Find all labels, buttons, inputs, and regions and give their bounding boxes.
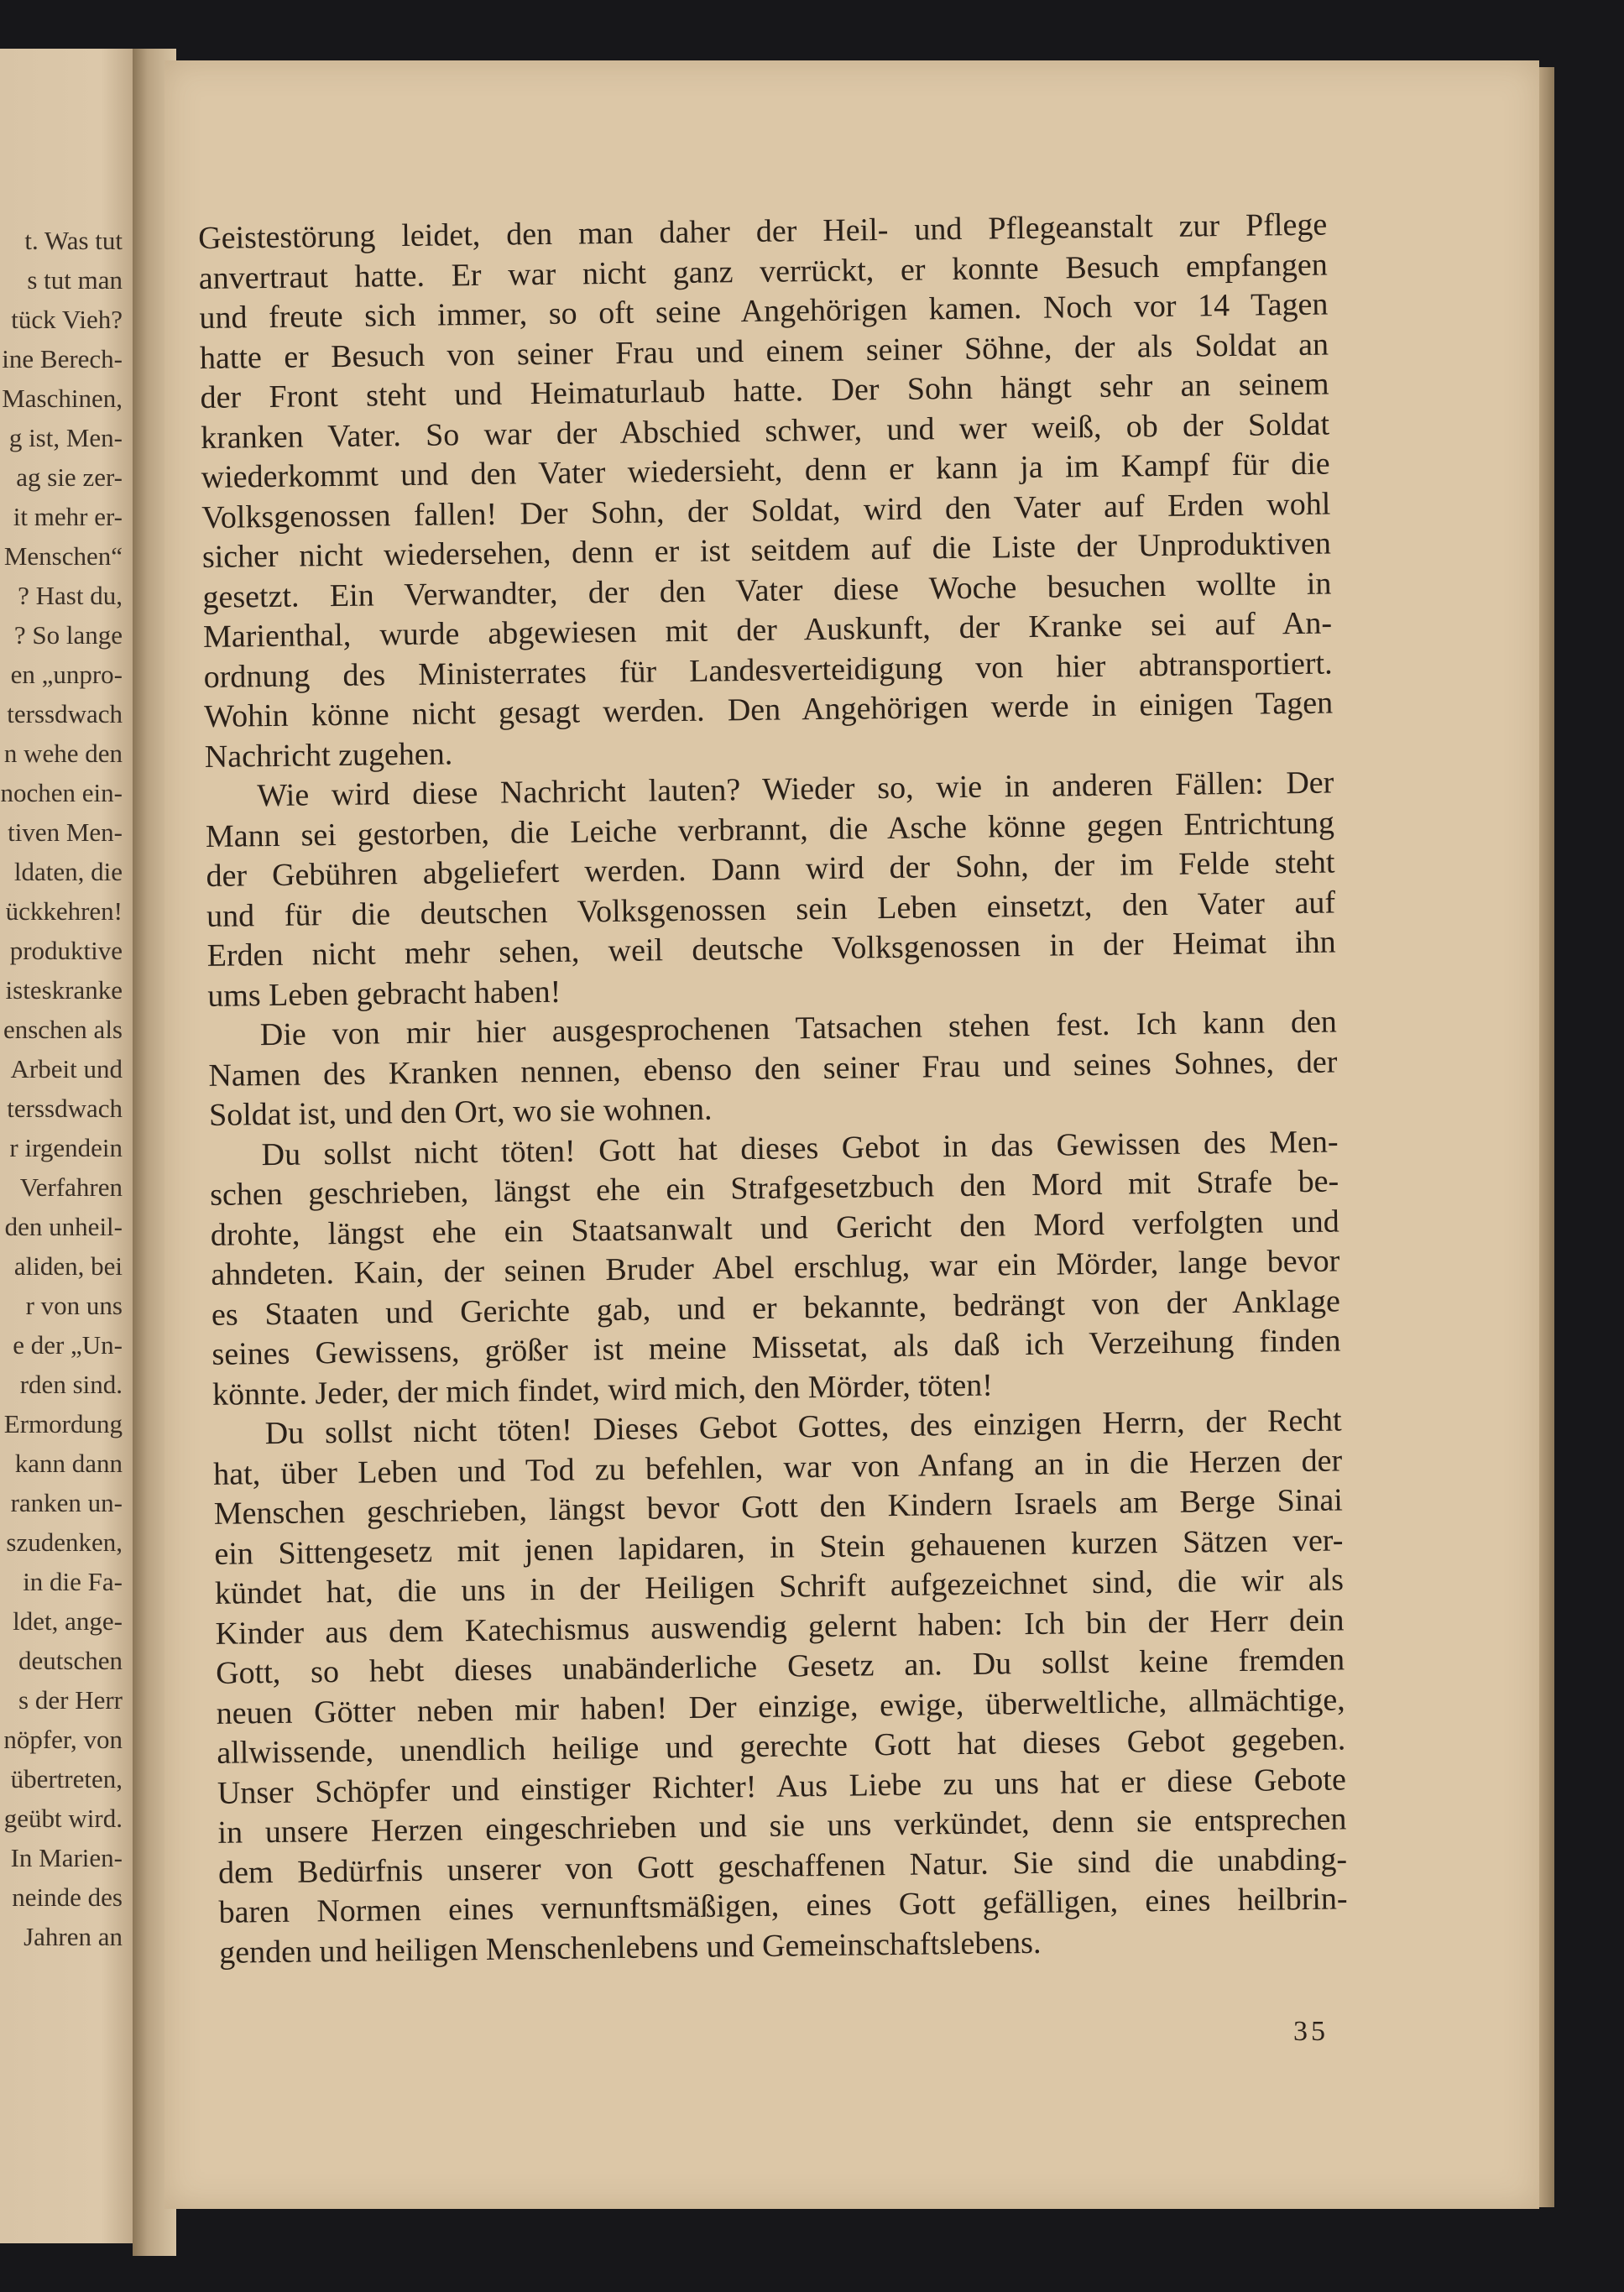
left-page-line: s der Herr — [18, 1685, 123, 1715]
left-page-line: geübt wird. — [3, 1804, 123, 1833]
text-line: hat, über Leben und Tod zu befehlen, war von Anfang an in die Herzen der — [213, 1442, 1343, 1492]
left-page-line: t. Was tut — [24, 226, 123, 255]
text-line: und freute sich immer, so oft seine Angehörigen kamen. Noch vor 14 Tagen — [199, 286, 1329, 336]
text-line: baren Normen eines vernunftsmäßigen, eines Gott gefälligen, eines heilbrin- — [218, 1881, 1348, 1930]
left-page-line: terssdwach — [7, 699, 123, 728]
page-number: 35 — [1293, 2016, 1329, 2047]
left-page-line: ? Hast du, — [18, 581, 123, 610]
text-line: schen geschrieben, längst ehe ein Strafgesetzbuch den Mord mit Strafe be- — [209, 1163, 1339, 1213]
left-page-line: ? So lange — [13, 620, 123, 650]
left-page-text — [1, 221, 123, 1956]
left-page-line: terssdwach — [7, 1094, 123, 1123]
left-page-line: it mehr er- — [13, 502, 123, 531]
text-line: ordnung des Ministerrates für Landesverteidigung von hier abtransportiert. — [203, 645, 1333, 695]
text-line: Unser Schöpfer und einstiger Richter! Aus Liebe zu uns hat er diese Gebote — [217, 1761, 1347, 1811]
left-page-line: neinde des — [12, 1882, 123, 1912]
text-line: könnte. Jeder, der mich findet, wird mich, den Mörder, töten! — [211, 1367, 994, 1412]
text-line: ein Sittengesetz mit jenen lapidaren, in Stein gehauenen kurzen Sätzen ver- — [214, 1522, 1344, 1572]
text-line: wiederkommt und den Vater wiedersieht, denn er kann ja im Kampf für die — [201, 446, 1330, 495]
text-line: allwissende, unendlich heilige und gerechte Gott hat dieses Gebot gegeben. — [217, 1721, 1346, 1771]
text-line: hatte er Besuch von seiner Frau und einem seiner Söhne, der als Soldat an — [199, 326, 1329, 376]
text-line: Marienthal, wurde abgewiesen mit der Auskunft, der Kranke sei auf An- — [202, 605, 1333, 655]
left-page-line: Maschinen, — [2, 384, 123, 413]
left-page-line: e der „Un- — [13, 1330, 123, 1360]
left-page-line: n wehe den — [3, 739, 123, 768]
left-page-line: enschen als — [3, 1015, 123, 1044]
left-page-line: ine Berech- — [2, 344, 123, 373]
left-page-line: Menschen“ — [3, 541, 123, 571]
text-line: Menschen geschrieben, längst bevor Gott den Kindern Israels am Berge Sinai — [213, 1482, 1344, 1532]
left-page-line: r von uns — [25, 1291, 123, 1320]
text-line: Kinder aus dem Katechismus auswendig gelernt haben: Ich bin der Herr dein — [215, 1601, 1345, 1652]
text-line: Mann sei gestorben, die Leiche verbrannt, die Asche könne gegen Entrichtung — [205, 805, 1335, 854]
text-line: ahndeten. Kain, der seinen Bruder Abel erschlug, war ein Mörder, lange bevor — [211, 1243, 1340, 1292]
text-line: genden und heiligen Menschenlebens und Gemeinschaftslebens. — [218, 1924, 1042, 1971]
left-page-line: szudenken, — [6, 1527, 123, 1557]
left-page-line: aliden, bei — [13, 1251, 123, 1281]
left-page-line: rden sind. — [19, 1370, 123, 1399]
text-line: in unsere Herzen eingeschrieben und sie uns verkündet, denn sie entsprechen — [217, 1801, 1347, 1851]
text-line: Gott, so hebt dieses unabänderliche Gesetz an. Du sollst keine fremden — [215, 1642, 1345, 1691]
left-page-line: ag sie zer- — [16, 462, 123, 492]
text-line: Wie wird diese Nachricht lauten? Wieder so, wie in anderen Fällen: Der — [257, 765, 1334, 814]
text-line: sicher nicht wiedersehen, denn er ist seitdem auf die Liste der Unproduktiven — [201, 525, 1332, 575]
text-line: dem Bedürfnis unserer von Gott geschaffenen Natur. Sie sind die unabding- — [217, 1840, 1348, 1891]
text-line: es Staaten und Gerichte gab, und er bekannte, bedrängt von der Anklage — [211, 1282, 1341, 1333]
left-page-line: In Marien- — [10, 1843, 123, 1872]
left-page-line: tück Vieh? — [11, 305, 123, 334]
left-page-line: ldet, ange- — [13, 1606, 123, 1636]
text-line: Namen des Kranken nennen, ebenso den seiner Frau und seines Sohnes, der — [208, 1043, 1338, 1094]
left-page-line: tiven Men- — [8, 817, 123, 847]
left-page-line: übertreten, — [10, 1764, 123, 1793]
text-line: Geistestörung leidet, den man daher der Heil- und Pflegeanstalt zur Pflege — [198, 206, 1328, 256]
text-line: drohte, längst ehe ein Staatsanwalt und Gericht den Mord verfolgten und — [210, 1203, 1339, 1253]
left-page-line: nochen ein- — [0, 778, 123, 807]
left-page-line: den unheil- — [4, 1212, 123, 1241]
left-page-line: en „unpro- — [10, 660, 123, 689]
text-line: Volksgenossen fallen! Der Sohn, der Soldat, wird den Vater auf Erden wohl — [201, 486, 1331, 535]
text-line: gesetzt. Ein Verwandter, der den Vater diese Woche besuchen wollte in — [202, 566, 1332, 615]
text-line: der Front steht und Heimaturlaub hatte. Der Sohn hängt sehr an seinem — [200, 366, 1329, 415]
text-line: Du sollst nicht töten! Dieses Gebot Gottes, des einzigen Herrn, der Recht — [264, 1402, 1342, 1452]
left-page-line: r irgendein — [9, 1133, 123, 1162]
text-line: kranken Vater. So war der Abschied schwer, und wer weiß, ob der Soldat — [200, 406, 1330, 456]
left-page-line: Arbeit und — [10, 1054, 123, 1083]
left-page-line: s tut man — [27, 265, 123, 295]
text-line: anvertraut hatte. Er war nicht ganz verrückt, er konnte Besuch empfangen — [198, 247, 1329, 296]
text-line: Wohin könne nicht gesagt werden. Den Angehörigen werde in einigen Tagen — [203, 685, 1334, 734]
text-line: kündet hat, die uns in der Heiligen Schrift aufgezeichnet sind, die wir als — [214, 1562, 1345, 1611]
text-line: Soldat ist, und den Ort, wo sie wohnen. — [208, 1091, 713, 1133]
left-page-line: isteskranke — [5, 975, 123, 1005]
page-edge — [1539, 67, 1554, 2207]
text-line: ums Leben gebracht haben! — [207, 974, 561, 1014]
body-text — [198, 206, 1348, 1973]
left-page-line: Verfahren — [19, 1172, 123, 1202]
text-line: Die von mir hier ausgesprochenen Tatsachen stehen fest. Ich kann den — [259, 1004, 1338, 1053]
text-line: seines Gewissens, größer ist meine Missetat, als daß ich Verzeihung finden — [211, 1323, 1341, 1372]
left-page-line: produktive — [9, 936, 123, 965]
text-line: Du sollst nicht töten! Gott hat dieses Gebot in das Gewissen des Men- — [261, 1123, 1339, 1172]
left-page-line: Ermordung — [3, 1409, 123, 1438]
text-line: Erden nicht mehr sehen, weil deutsche Volksgenossen in der Heimat ihn — [206, 924, 1336, 974]
left-page-line: ückkehren! — [5, 896, 123, 926]
text-line: der Gebühren abgeliefert werden. Dann wird der Sohn, der im Felde steht — [206, 844, 1335, 894]
left-page-line: in die Fa- — [23, 1567, 123, 1596]
left-page-line: g ist, Men- — [8, 423, 123, 452]
left-page-line: Jahren an — [23, 1922, 123, 1951]
page — [164, 60, 1539, 2209]
text-line: und für die deutschen Volksgenossen sein Leben einsetzt, den Vater auf — [206, 885, 1336, 934]
left-page-line: ldaten, die — [13, 857, 123, 886]
text-line: neuen Götter neben mir haben! Der einzige, ewige, überweltliche, allmächtige, — [216, 1681, 1345, 1731]
left-page-line: deutschen — [18, 1646, 123, 1675]
left-page-line: nöpfer, von — [3, 1725, 123, 1754]
left-page — [0, 49, 144, 2243]
text-line: Nachricht zugehen. — [204, 735, 453, 775]
left-page-line: ranken un- — [10, 1488, 123, 1517]
left-page-line: kann dann — [14, 1449, 123, 1478]
